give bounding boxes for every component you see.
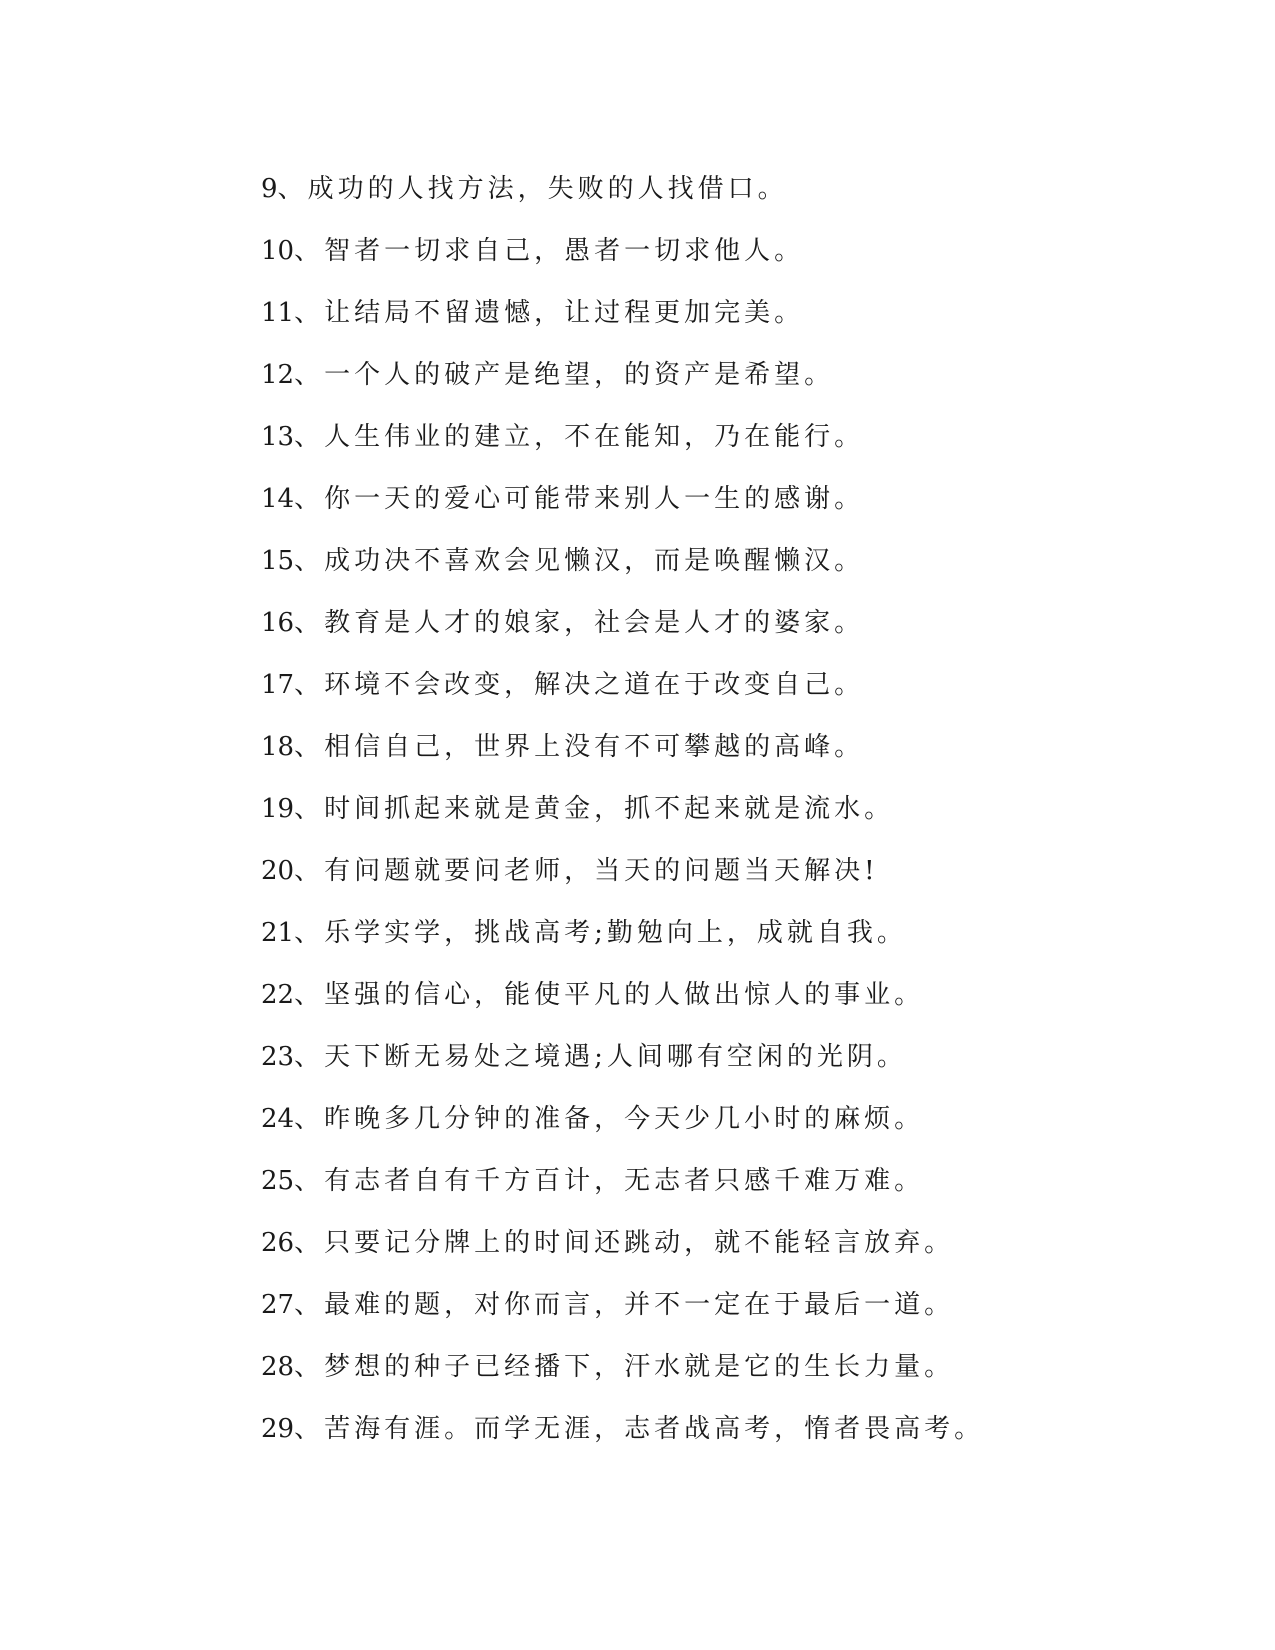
item-number: 17 — [261, 670, 295, 700]
item-text: 梦想的种子已经播下，汗水就是它的生长力量。 — [324, 1352, 955, 1382]
list-item — [261, 538, 1241, 600]
item-separator: 、 — [294, 1228, 325, 1258]
item-number: 11 — [261, 298, 295, 328]
item-separator: 、 — [294, 1104, 325, 1134]
item-separator: 、 — [294, 1290, 325, 1320]
list-item — [261, 786, 1241, 848]
list-item — [261, 662, 1241, 724]
item-text: 只要记分牌上的时间还跳动，就不能轻言放弃。 — [324, 1228, 955, 1258]
list-item — [261, 352, 1241, 414]
item-separator: 、 — [294, 918, 325, 948]
list-item — [261, 476, 1241, 538]
item-text: 昨晚多几分钟的准备，今天少几小时的麻烦。 — [324, 1104, 925, 1134]
item-separator: 、 — [294, 732, 325, 762]
quote-list — [261, 166, 1241, 1468]
item-separator: 、 — [294, 236, 325, 266]
item-number: 16 — [261, 608, 295, 638]
item-number: 13 — [261, 422, 295, 452]
item-separator: 、 — [294, 1166, 325, 1196]
item-number: 21 — [261, 918, 295, 948]
item-text: 让结局不留遗憾，让过程更加完美。 — [324, 298, 805, 328]
item-number: 26 — [261, 1228, 295, 1258]
item-text: 相信自己，世界上没有不可攀越的高峰。 — [324, 732, 865, 762]
item-separator: 、 — [294, 422, 325, 452]
list-item — [261, 1282, 1241, 1344]
list-item — [261, 1158, 1241, 1220]
item-number: 24 — [261, 1104, 295, 1134]
list-item — [261, 724, 1241, 786]
item-text: 一个人的破产是绝望，的资产是希望。 — [324, 360, 835, 390]
list-item — [261, 848, 1241, 910]
item-number: 10 — [261, 236, 295, 266]
item-number: 28 — [261, 1352, 295, 1382]
item-number: 15 — [261, 546, 295, 576]
item-number: 25 — [261, 1166, 295, 1196]
item-text: 天下断无易处之境遇;人间哪有空闲的光阴。 — [324, 1042, 907, 1072]
list-item — [261, 972, 1241, 1034]
item-number: 18 — [261, 732, 295, 762]
item-separator: 、 — [294, 794, 325, 824]
item-separator: 、 — [294, 546, 325, 576]
item-number: 12 — [261, 360, 295, 390]
item-separator: 、 — [294, 1414, 325, 1444]
list-item — [261, 910, 1241, 972]
list-item — [261, 228, 1241, 290]
item-separator: 、 — [294, 298, 325, 328]
item-number: 9 — [261, 174, 278, 204]
list-item — [261, 1034, 1241, 1096]
item-number: 22 — [261, 980, 295, 1010]
list-item — [261, 290, 1241, 352]
item-text: 有问题就要问老师，当天的问题当天解决! — [324, 856, 879, 886]
item-number: 23 — [261, 1042, 295, 1072]
list-item — [261, 1096, 1241, 1158]
list-item — [261, 166, 1241, 228]
item-text: 苦海有涯。而学无涯，志者战高考，惰者畏高考。 — [324, 1414, 985, 1444]
item-separator: 、 — [294, 1352, 325, 1382]
item-text: 有志者自有千方百计，无志者只感千难万难。 — [324, 1166, 925, 1196]
item-text: 乐学实学，挑战高考;勤勉向上，成就自我。 — [324, 918, 907, 948]
item-number: 27 — [261, 1290, 295, 1320]
item-text: 人生伟业的建立，不在能知，乃在能行。 — [324, 422, 865, 452]
list-item — [261, 414, 1241, 476]
item-number: 29 — [261, 1414, 295, 1444]
list-item — [261, 1220, 1241, 1282]
item-separator: 、 — [294, 1042, 325, 1072]
item-separator: 、 — [277, 174, 308, 204]
item-separator: 、 — [294, 360, 325, 390]
item-number: 14 — [261, 484, 295, 514]
item-text: 成功的人找方法，失败的人找借口。 — [307, 174, 788, 204]
item-number: 20 — [261, 856, 295, 886]
item-separator: 、 — [294, 670, 325, 700]
item-separator: 、 — [294, 608, 325, 638]
item-separator: 、 — [294, 856, 325, 886]
item-text: 环境不会改变，解决之道在于改变自己。 — [324, 670, 865, 700]
item-text: 坚强的信心，能使平凡的人做出惊人的事业。 — [324, 980, 925, 1010]
list-item — [261, 1406, 1241, 1468]
item-text: 教育是人才的娘家，社会是人才的婆家。 — [324, 608, 865, 638]
item-text: 成功决不喜欢会见懒汉，而是唤醒懒汉。 — [324, 546, 865, 576]
item-number: 19 — [261, 794, 295, 824]
list-item — [261, 600, 1241, 662]
item-text: 时间抓起来就是黄金，抓不起来就是流水。 — [324, 794, 895, 824]
item-separator: 、 — [294, 484, 325, 514]
item-separator: 、 — [294, 980, 325, 1010]
item-text: 最难的题，对你而言，并不一定在于最后一道。 — [324, 1290, 955, 1320]
item-text: 智者一切求自己，愚者一切求他人。 — [324, 236, 805, 266]
list-item — [261, 1344, 1241, 1406]
item-text: 你一天的爱心可能带来别人一生的感谢。 — [324, 484, 865, 514]
